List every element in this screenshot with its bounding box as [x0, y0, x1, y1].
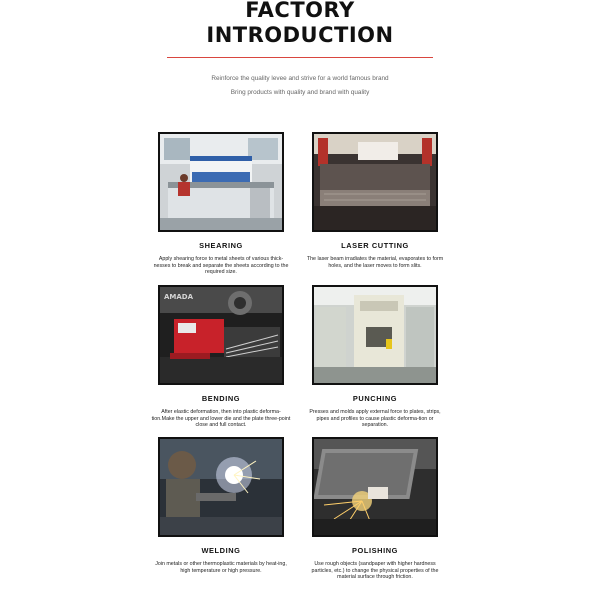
process-label: WELDING — [201, 546, 241, 555]
process-description: Join metals or other thermoplastic materials by heat-ing, high temperature or high pressure. — [155, 561, 287, 574]
welding-photo — [158, 437, 284, 537]
polishing-photo — [312, 437, 438, 537]
subtitle-line2: Bring products with quality and brand with quality — [230, 89, 370, 96]
process-label: BENDING — [201, 394, 241, 403]
process-card-polishing — [312, 437, 438, 581]
process-card-bending — [151, 285, 291, 429]
process-description: The laser beam irradiates the material, evaporates to form holes, and the laser moves to form slits. — [306, 256, 444, 269]
process-card-punching — [309, 285, 441, 429]
process-label: LASER CUTTING — [341, 241, 409, 250]
subtitle-line1: Reinforce the quality levee and strive for a world famous brand — [211, 75, 389, 82]
process-card-welding — [155, 437, 287, 574]
process-card-shearing — [153, 132, 289, 276]
process-label: PUNCHING — [352, 394, 398, 403]
process-description: Use rough objects (sandpaper with higher hardness particles, etc.) to change the physical properties of the material surface through friction. — [311, 561, 439, 581]
process-card-laser-cutting — [306, 132, 444, 269]
process-label: POLISHING — [351, 546, 399, 555]
machine-brand-text: AMADA — [164, 293, 194, 301]
process-description: Apply shearing force to metal sheets of various thick-nesses to break and separate the sheets according to the required size. — [153, 256, 289, 276]
shearing-machine-photo — [158, 132, 284, 232]
process-description: Presses and molds apply external force to plates, strips, pipes and profiles to cause plastic deforma-tion or separation. — [309, 409, 441, 429]
punch-press-photo — [312, 285, 438, 385]
page-title-line2: INTRODUCTION — [206, 23, 394, 47]
process-label: SHEARING — [199, 241, 243, 250]
process-description: After elastic deformation, then into plastic deforma-tion.Make the upper and lower die and the plate three-point close and full contact. — [151, 409, 291, 429]
page-title-line1: FACTORY — [245, 0, 355, 22]
press-brake-photo — [158, 285, 284, 385]
title-divider — [167, 57, 433, 58]
laser-cutter-photo — [312, 132, 438, 232]
